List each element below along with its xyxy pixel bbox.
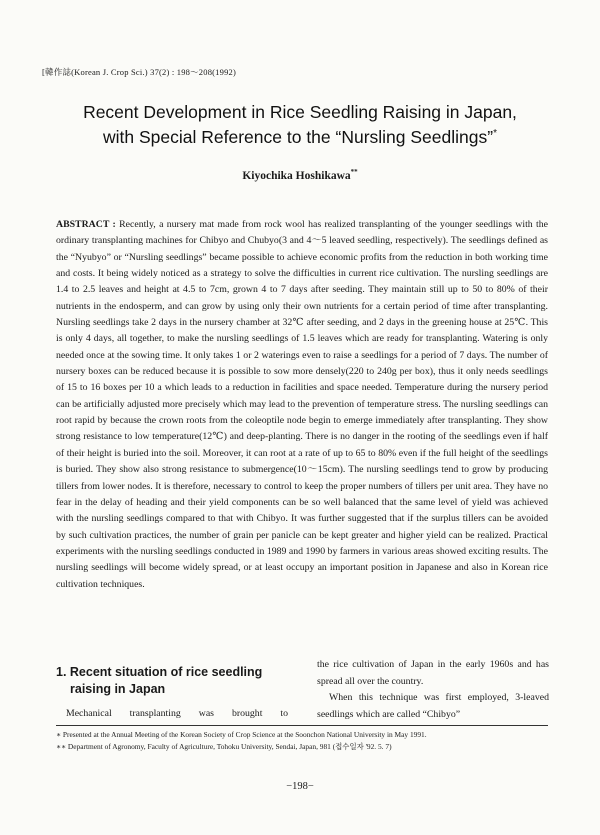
- abstract-paragraph: [56, 217, 548, 593]
- author-footnote-mark: **: [350, 168, 358, 176]
- section-heading: [56, 664, 288, 698]
- footnote-divider: [56, 725, 548, 726]
- author-name: [40, 168, 560, 182]
- abstract-text: Recently, a nursery mat made from rock wool has realized transplanting of the younger seedlings with the ordinary transplanting machines for Chibyo and Chubyo(3 and 4～5 leaved seedling, respectively). The seedlings defined as the “Nyubyo” or “Nursling seedlings” became possible to achieve economic profits from the reduction in both working time and costs. It being widely noticed as a strategy to solve the difficulties in current rice cultivation. The nursling seedlings are 1.4 to 2.5 leaves and height at 4.5 to 7cm, grown 4 to 7 days after seeding. They maintain still up to 50 to 80% of their nutrients in the endosperm, and can grow by using only their own nutrients for a certain period of time after transplanting. Nursling seedlings take 2 days in the nursery chamber at 32℃ after seeding, and 2 days in the greening house at 25℃. This is only 4 days, all together, to make the nursling seedlings of 1.5 leaves which are ready for transplanting. Watering is only needed once at the sowing time. It only takes 1 or 2 waterings even to raise a seedlings for a period of 7 days. The number of nursery boxes can be reduced because it is possible to sow more densely(220 to 240g per box), thus it only needs seedlings of 15 to 16 boxes per 10 a which leads to a reduction in facilities and space needed. Temperature during the nursery period can be artificially adjusted more precisely which may lead to the prevention of temperature stress. The nursling seedlings can root rapid by because the crown roots from the coleoptile node begin to emerge immediately after transplanting. They show strong resistance to low temperature(12℃) and deep-planting. There is no danger in the rooting of the seedlings even if half of their height is buried into the soil. Moreover, it can root at a rate of up to 65 to 80% even if the full height of the seedlings is buried. They show also strong resistance to submergence(10～15cm). The nursling seedlings tend to grow by producing tillers from lower nodes. It is therefore, necessary to control to keep the proper numbers of tillers per unit area. They have no fear in the delay of heading and their yield components can be so well balanced that the same level of yield was achieved with the nursling seedlings compared to that with Chibyo. It was further suggested that if the surplus tillers can be avoided by such cultivation practices, the number of grain per panicle can be kept greater and higher yield can be realized. Practical experiments with the nursling seedlings conducted in 1989 and 1990 by farmers in various areas showed exciting results. The nursling seedlings will become widely spread, or at least occupy an important position in Japanese and also in Korean rice cultivation techniques.: [56, 219, 549, 590]
- journal-reference: [韓作誌(Korean J. Crop Sci.) 37(2) : 198～208(1992): [42, 67, 237, 77]
- section-body-right-paragraph-1: the rice cultivation of Japan in the early 1960s and has spread all over the country.: [317, 659, 549, 687]
- page-number: −198−: [286, 781, 314, 792]
- paper-title-line-2-text: with Special Reference to the “Nursling Seedlings”: [103, 126, 494, 147]
- section-body-right-paragraph-2: When this technique was first employed, 3-leaved seedlings which are called “Chibyo”: [317, 692, 549, 720]
- footnotes: [56, 729, 556, 753]
- right-column: [317, 657, 549, 723]
- section-heading-line-1: 1. Recent situation of rice seedling: [56, 665, 263, 679]
- title-footnote-mark: *: [493, 128, 497, 139]
- abstract: [56, 217, 548, 593]
- footnote-1: ∗ Presented at the Annual Meeting of the Korean Society of Crop Science at the Soonchon National University in May 1991.: [56, 730, 427, 739]
- author-name-text: Kiyochika Hoshikawa: [242, 169, 351, 182]
- section-heading-line-2: raising in Japan: [70, 682, 166, 696]
- paper-title-line-1: Recent Development in Rice Seedling Raising in Japan,: [83, 102, 517, 122]
- abstract-label: ABSTRACT :: [56, 219, 116, 230]
- left-column: [56, 664, 288, 722]
- paper-title-line-2: [40, 123, 560, 148]
- footnote-2: ∗∗ Department of Agronomy, Faculty of Agriculture, Tohoku University, Sendai, Japan, 981 (접수일자 '92. 5. 7): [56, 742, 392, 751]
- section-body-left: Mechanical transplanting was brought to: [66, 708, 288, 719]
